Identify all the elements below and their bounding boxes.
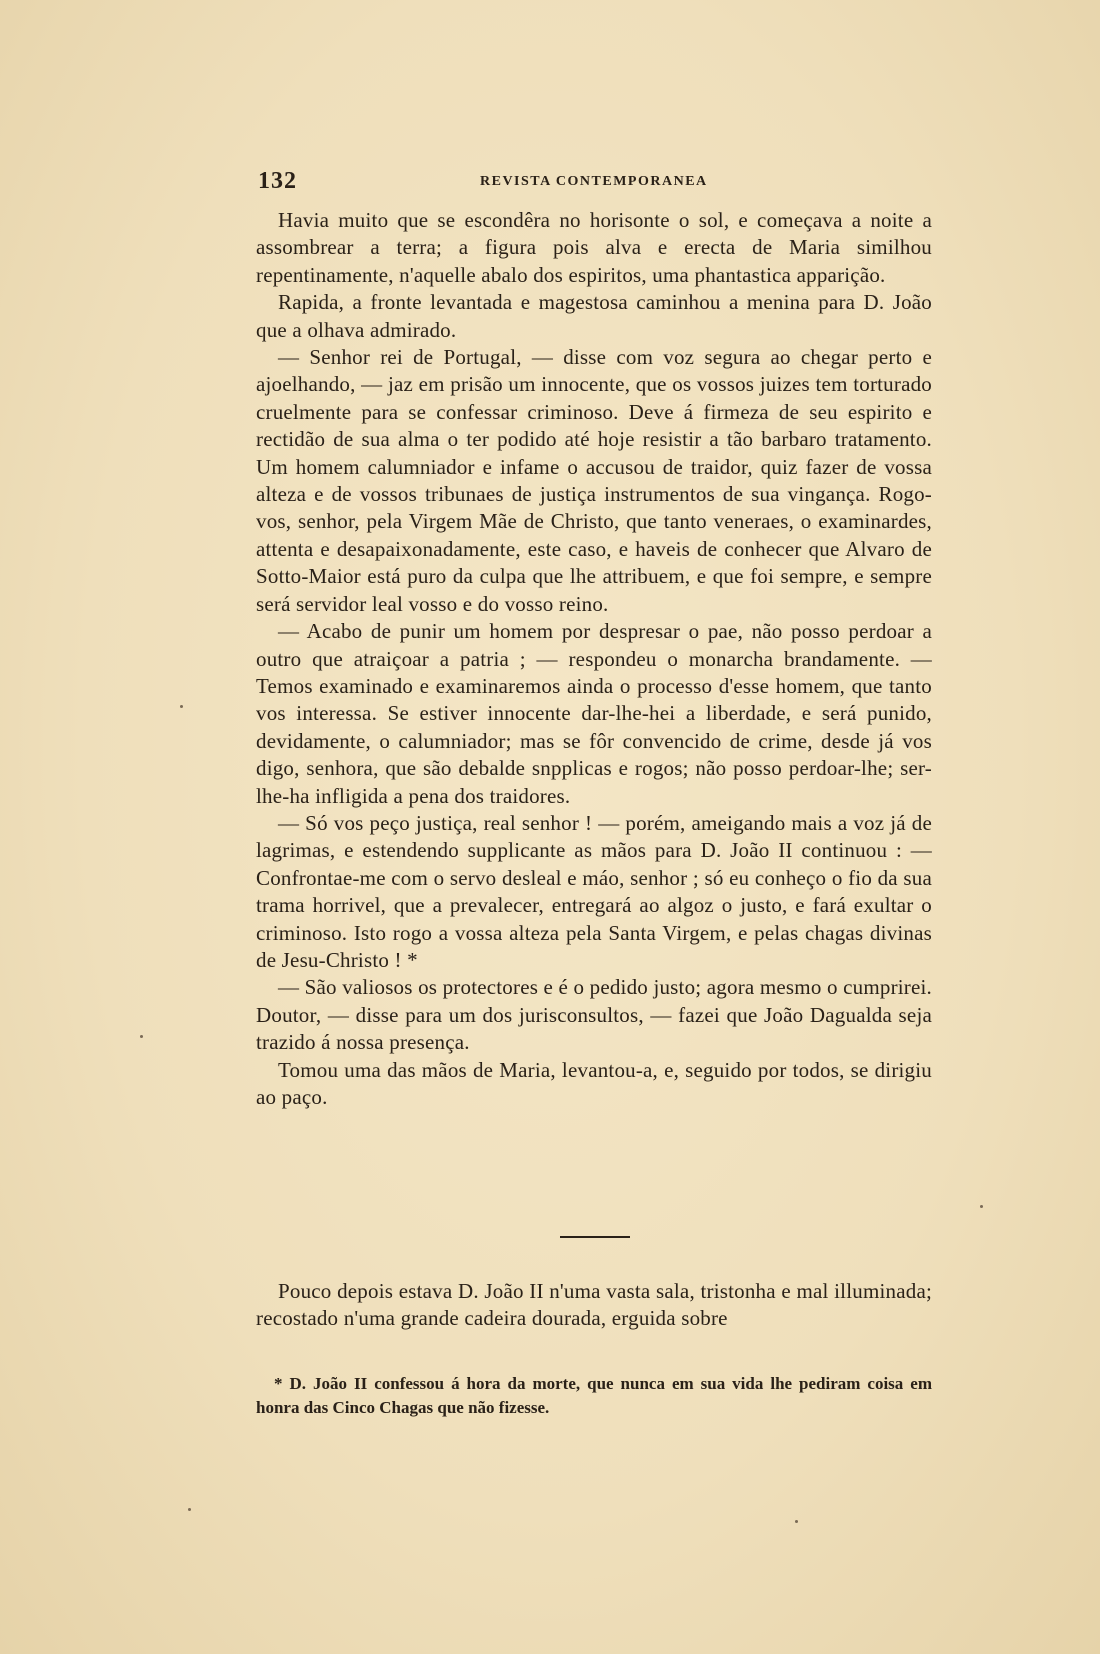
footnote: * D. João II confessou á hora da morte, que nunca em sua vida lhe pediram coisa em honra das Cinco Chagas que não fizesse. xyxy=(256,1374,932,1417)
page-number: 132 xyxy=(258,168,297,194)
paragraph: — São valiosos os protectores e é o pedido justo; agora mesmo o cumprirei. Doutor, — disse para um dos jurisconsultos, — fazei que João Dagualda seja trazido á nossa presença. xyxy=(256,975,932,1055)
paragraph: Pouco depois estava D. João II n'uma vasta sala, tristonha e mal illuminada; recostado n'uma grande cadeira dourada, erguida sobre xyxy=(256,1279,932,1331)
paper-speck xyxy=(795,1520,798,1523)
paragraph: Havia muito que se escondêra no horisonte o sol, e começava a noite a assombrear a terra; a figura pois alva e erecta de Maria similhou repentinamente, n'aquelle abalo dos espiritos, uma phantastica apparição. xyxy=(256,208,932,287)
paragraph: Rapida, a fronte levantada e magestosa caminhou a menina para D. João que a olhava admirado. xyxy=(256,290,932,342)
paper-speck xyxy=(140,1035,143,1038)
paragraph: — Acabo de punir um homem por despresar o pae, não posso perdoar a outro que atraiçoar a patria ; — respondeu o monarcha brandamente. — Temos examinado e examinaremos ainda o processo d'esse homem, que tanto vos interessa. Se estiver innocente dar-lhe-hei a liberdade, e será punido, devidamente, o calumniador; mas se fôr convencido de crime, desde já vos digo, senhora, que são debalde snpplicas e rogos; não posso perdoar-lhe; ser-lhe-ha infligida a pena dos traidores. xyxy=(256,619,932,808)
paper-speck xyxy=(980,1205,983,1208)
paragraph: Tomou uma das mãos de Maria, levantou-a, e, seguido por todos, se dirigiu ao paço. xyxy=(256,1057,932,1109)
running-head: REVISTA CONTEMPORANEA xyxy=(480,174,708,189)
paragraph: — Senhor rei de Portugal, — disse com voz segura ao chegar perto e ajoelhando, — jaz em prisão um innocente, que os vossos juizes tem torturado cruelmente para se confessar criminoso. Deve á firmeza de seu espirito e rectidão de sua alma o ter podido até hoje resistir a tão barbaro tratamento. Um homem calumniador e infame o accusou de traidor, quiz fazer de vossa alteza e de vossos tribunaes de justiça instrumentos de sua vingança. Rogo-vos, senhor, pela Virgem Mãe de Christo, que tanto veneraes, o examinardes, attenta e desapaixonadamente, este caso, e haveis de conhecer que Alvaro de Sotto-Maior está puro da culpa que lhe attribuem, e que foi sempre, e sempre será servidor leal vosso e do vosso reino. xyxy=(256,345,932,616)
paper-speck xyxy=(180,705,183,708)
main-text-continued xyxy=(256,1278,932,1333)
paper-speck xyxy=(188,1508,191,1511)
page-header xyxy=(258,168,930,194)
paragraph: — Só vos peço justiça, real senhor ! — porém, ameigando mais a voz já de lagrimas, e estendendo supplicante as mãos para D. João II continuou : — Confrontae-me com o servo desleal e máo, senhor ; só eu conheço o fio da sua trama horrivel, que a prevalecer, entregará ao algoz o justo, e fará exultar o criminoso. Isto rogo a vossa alteza pela Santa Virgem, e pelas chagas divinas de Jesu-Christo ! * xyxy=(256,810,932,972)
main-text xyxy=(256,207,932,1111)
section-divider xyxy=(560,1236,630,1238)
